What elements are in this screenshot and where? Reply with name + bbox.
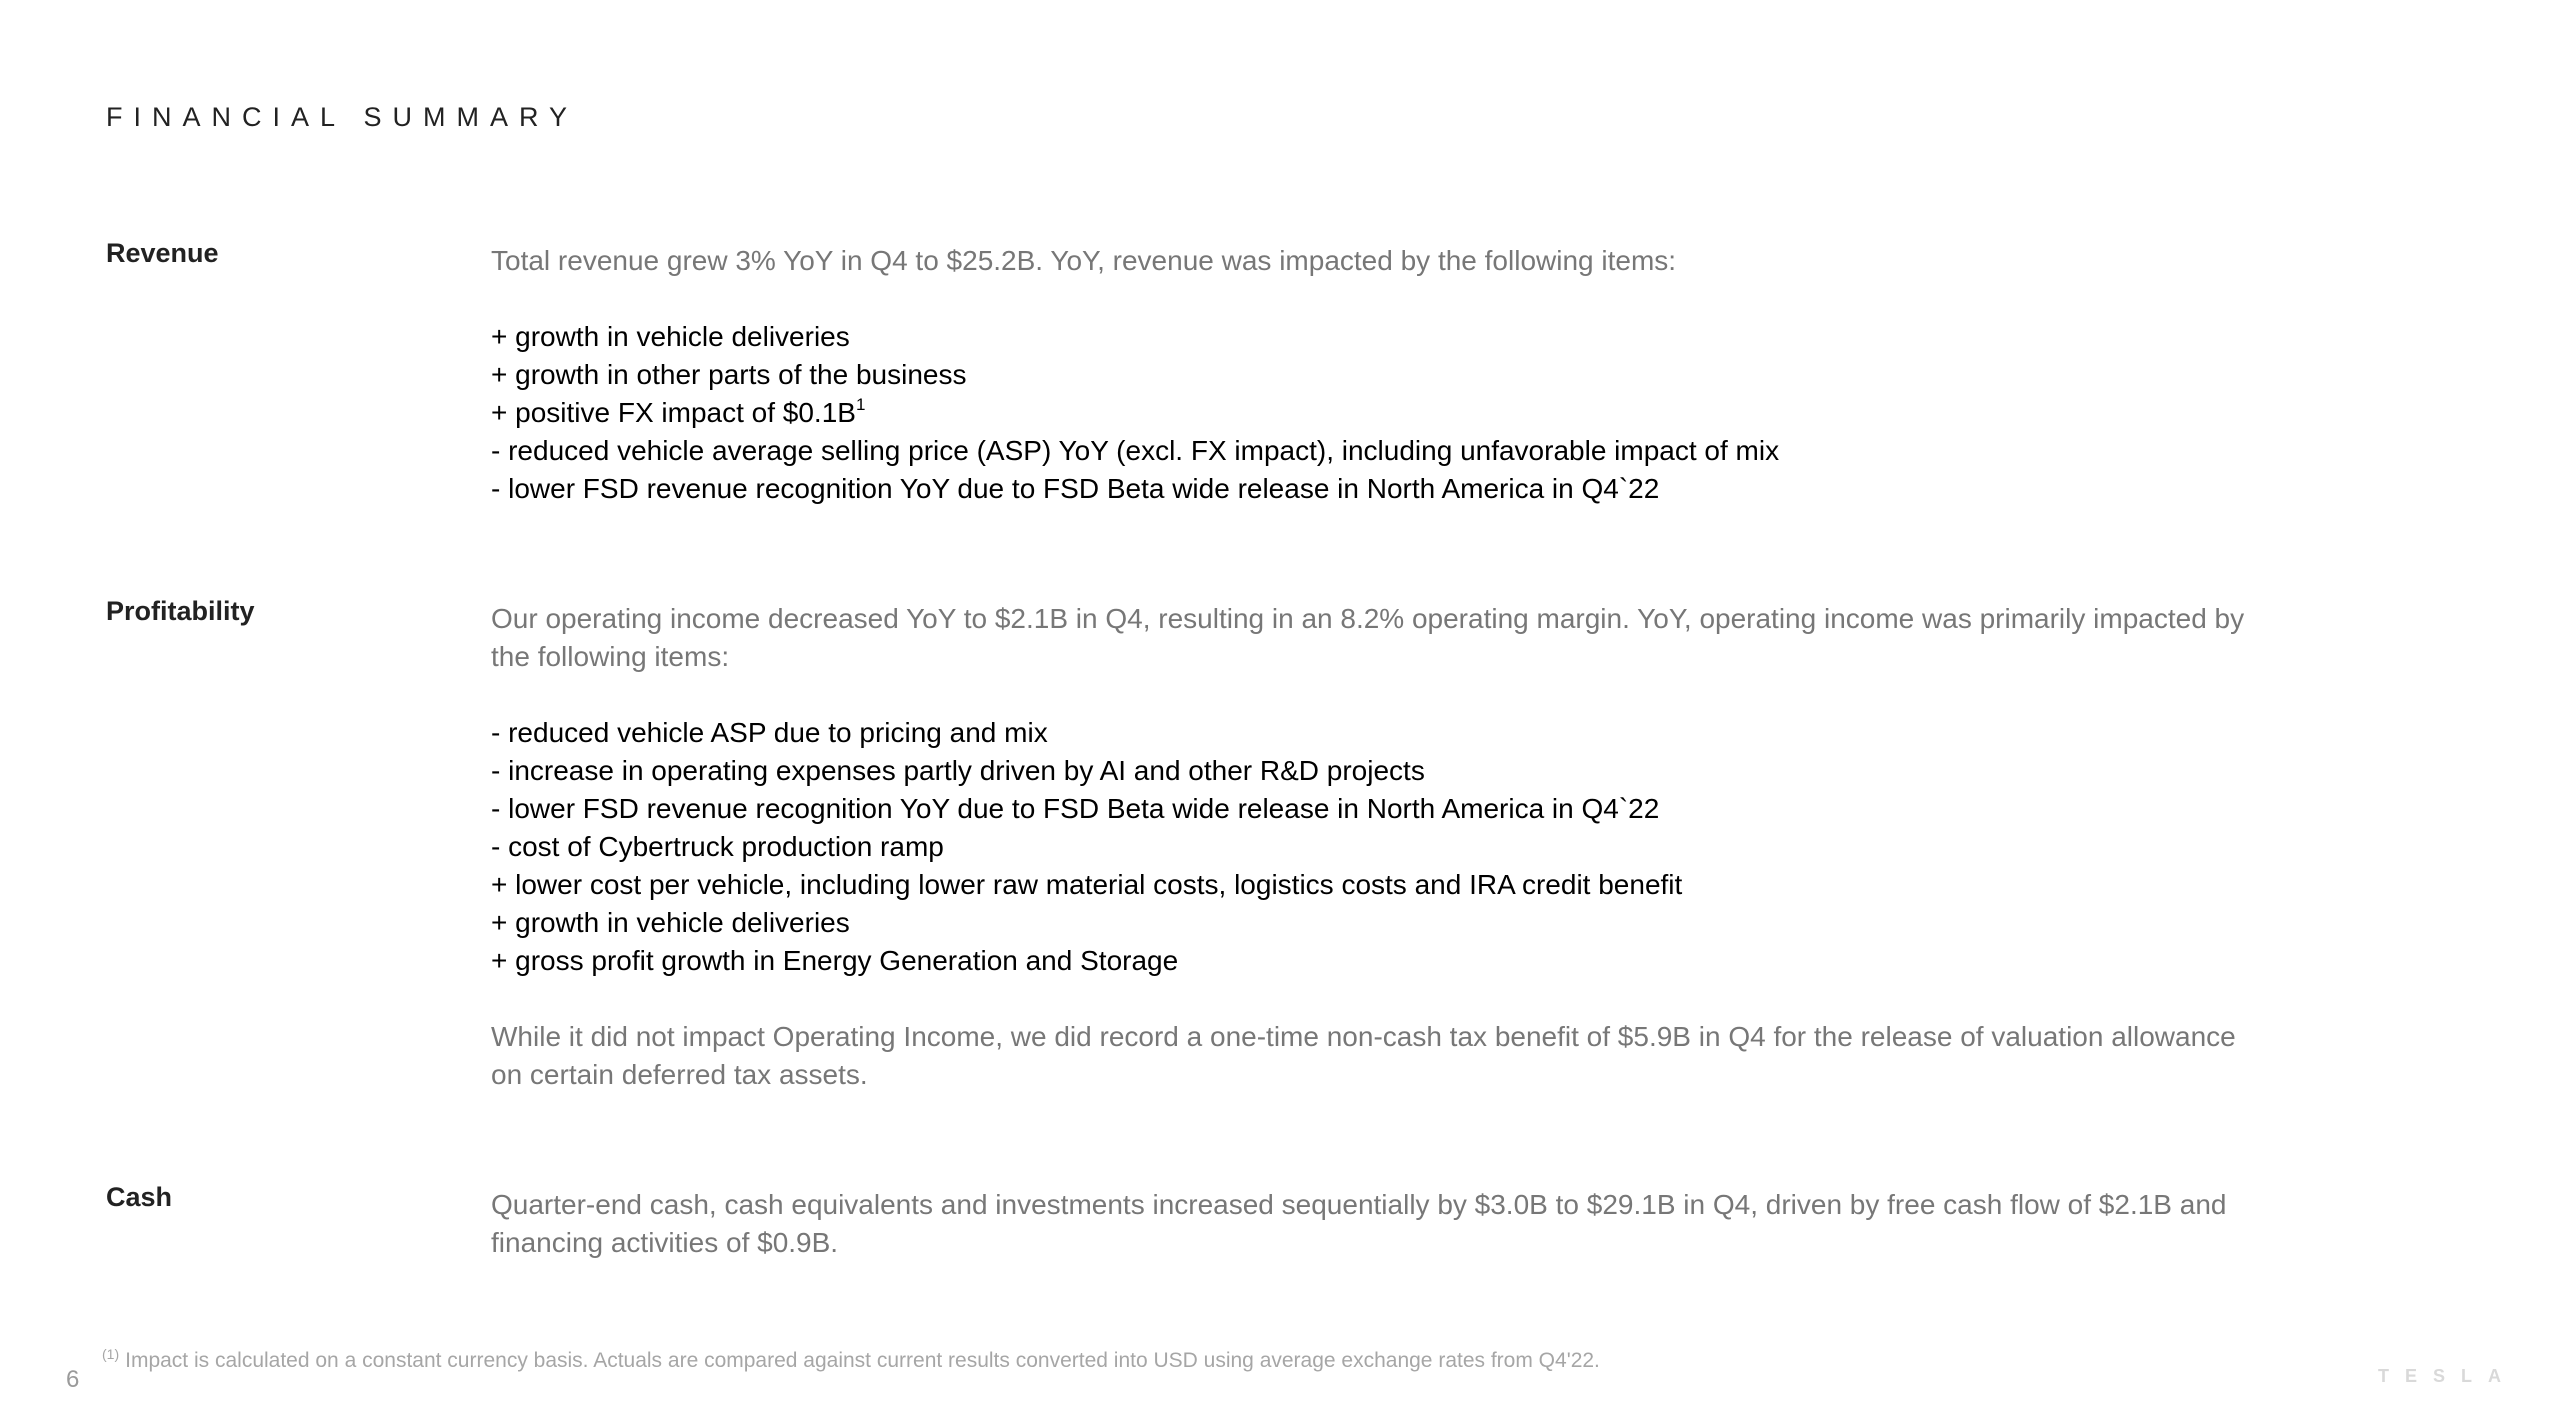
tesla-logo: TESLA	[2378, 1366, 2518, 1386]
cash-intro: Quarter-end cash, cash equivalents and investments increased sequentially by $3.0B to $29.1B in Q4, driven by free cash flow of $2.1B and financing activities of $0.9B.	[491, 1189, 2227, 1258]
profitability-item: + gross profit growth in Energy Generation and Storage	[491, 945, 1179, 976]
footnote-reference: 1	[855, 395, 866, 414]
profitability-item: - increase in operating expenses partly driven by AI and other R&D projects	[491, 755, 1425, 786]
profitability-item: - lower FSD revenue recognition YoY due to FSD Beta wide release in North America in Q4`22	[491, 793, 1660, 824]
revenue-item-fx-text: + positive FX impact of $0.1B	[491, 397, 856, 428]
profitability-item: + growth in vehicle deliveries	[491, 907, 850, 938]
profitability-item: - reduced vehicle ASP due to pricing and mix	[491, 717, 1048, 748]
profitability-intro: Our operating income decreased YoY to $2.1B in Q4, resulting in an 8.2% operating margin. YoY, operating income was primarily impacted by the following items:	[491, 603, 2245, 672]
profitability-body	[491, 600, 2251, 1094]
revenue-item: - lower FSD revenue recognition YoY due to FSD Beta wide release in North America in Q4`22	[491, 473, 1660, 504]
profitability-tax-note: While it did not impact Operating Income, we did record a one-time non-cash tax benefit of $5.9B in Q4 for the release of valuation allowance on certain deferred tax assets.	[491, 1021, 2236, 1090]
cash-body	[491, 1186, 2251, 1262]
revenue-label: Revenue	[106, 238, 219, 268]
revenue-item: - reduced vehicle average selling price (ASP) YoY (excl. FX impact), including unfavorable impact of mix	[491, 435, 1780, 466]
page-number: 6	[66, 1366, 80, 1393]
revenue-body	[491, 242, 2251, 508]
footnote-text: Impact is calculated on a constant currency basis. Actuals are compared against current results converted into USD using average exchange rates from Q4'22.	[125, 1349, 1600, 1372]
footnote-marker: (1)	[102, 1346, 120, 1362]
page-title: FINANCIAL SUMMARY	[106, 102, 579, 132]
profitability-items	[491, 714, 2251, 980]
revenue-item: + growth in other parts of the business	[491, 359, 967, 390]
profitability-item: - cost of Cybertruck production ramp	[491, 831, 944, 862]
revenue-items	[491, 318, 2251, 508]
revenue-intro: Total revenue grew 3% YoY in Q4 to $25.2B. YoY, revenue was impacted by the following items:	[491, 245, 1677, 276]
cash-label: Cash	[106, 1182, 173, 1212]
footnote	[102, 1346, 1600, 1373]
profitability-label: Profitability	[106, 596, 255, 626]
revenue-item-fx	[491, 394, 2251, 432]
profitability-item: + lower cost per vehicle, including lower raw material costs, logistics costs and IRA credit benefit	[491, 869, 1683, 900]
revenue-item: + growth in vehicle deliveries	[491, 321, 850, 352]
